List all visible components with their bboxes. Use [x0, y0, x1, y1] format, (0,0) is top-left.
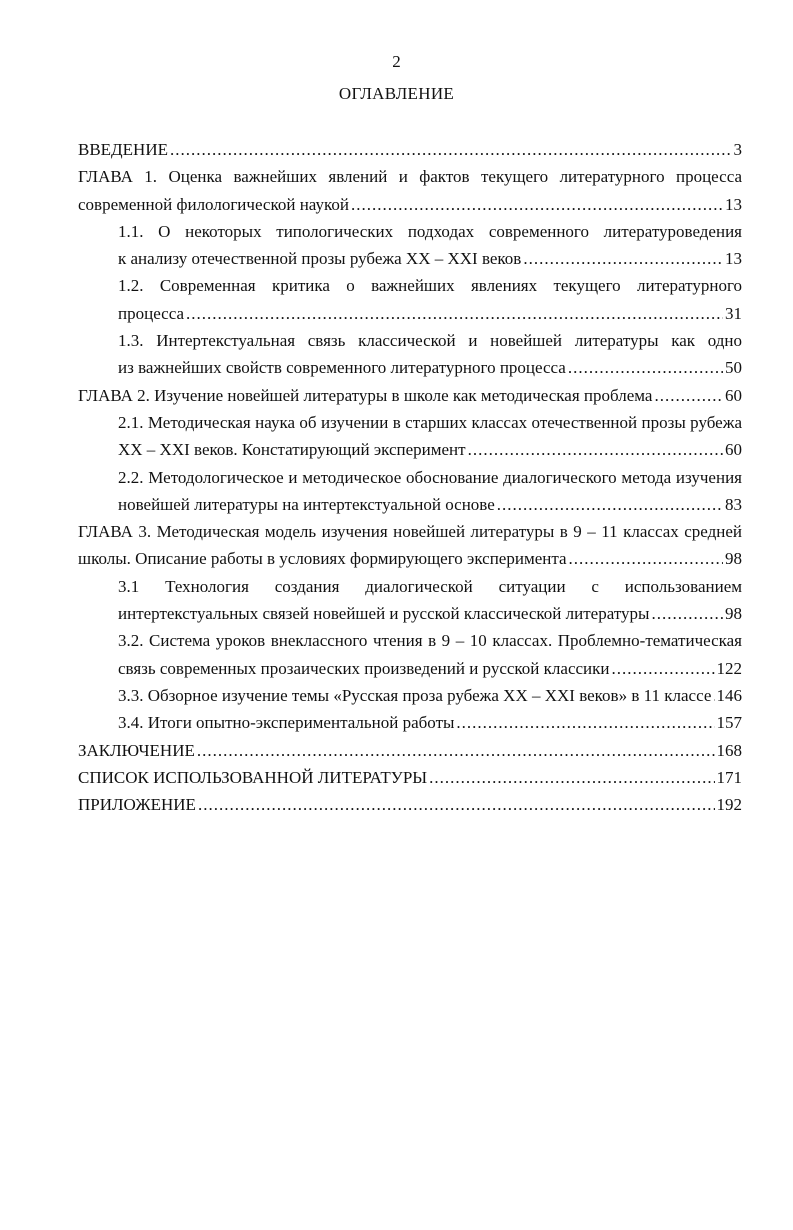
toc-entry: [78, 464, 742, 519]
toc-entry: [78, 627, 742, 682]
toc-entry: [78, 327, 742, 382]
toc-line-text: ГЛАВА 1. Оценка важнейших явлений и фактов текущего литературного процесса: [78, 167, 742, 187]
dot-leader: [523, 245, 723, 272]
toc-line-text: СПИСОК ИСПОЛЬЗОВАННОЙ ЛИТЕРАТУРЫ: [78, 767, 428, 787]
toc-line-text: ГЛАВА 2. Изучение новейшей литературы в школе как методическая проблема: [78, 385, 653, 405]
toc-line-text: 1.1. О некоторых типологических подходах современного литературоведения: [118, 221, 742, 241]
toc-page-number: 171: [716, 767, 742, 787]
toc-page-number: 98: [725, 604, 742, 624]
toc-entry: [78, 682, 742, 709]
toc-entry: [78, 737, 742, 764]
toc-line: [78, 382, 742, 409]
dot-leader: [429, 764, 714, 791]
toc-line: [78, 436, 742, 463]
page-title: ОГЛАВЛЕНИЕ: [338, 84, 455, 103]
toc-page-number: 60: [725, 440, 742, 460]
toc-line: [78, 191, 742, 218]
toc-entry: [78, 518, 742, 573]
toc-line-text: школы. Описание работы в условиях формирующего эксперимента: [78, 549, 567, 569]
toc-entry: [78, 764, 742, 791]
toc-page-number: 146: [716, 685, 742, 705]
toc-page-number: 122: [716, 658, 742, 678]
dot-leader: [198, 791, 715, 818]
toc-page-number: 50: [725, 358, 742, 378]
toc-line-text: ВВЕДЕНИЕ: [78, 140, 168, 159]
toc-line: [78, 737, 742, 764]
dot-leader: [497, 491, 723, 518]
toc-line-text: 1.2. Современная критика о важнейших явлениях текущего литературного: [118, 276, 742, 296]
dot-leader: [612, 655, 715, 682]
toc-page-number: 192: [716, 795, 742, 815]
toc-entry: [78, 382, 742, 409]
toc-entry: [78, 709, 742, 736]
toc-entry: [78, 272, 742, 327]
toc-page-number: 98: [725, 549, 742, 569]
dot-leader: [568, 354, 723, 381]
dot-leader: [468, 436, 723, 463]
toc-line-text: 2.1. Методическая наука об изучении в старших классах отечественной прозы рубежа: [118, 412, 742, 432]
toc-page-number: 3: [733, 140, 742, 159]
toc-entry: [78, 163, 742, 218]
dot-leader: [186, 300, 723, 327]
dot-leader: [351, 191, 723, 218]
dot-leader: [569, 545, 723, 572]
toc-line: [78, 136, 742, 163]
toc-line: [78, 655, 742, 682]
toc-line: [78, 245, 742, 272]
toc-line-text: 3.2. Система уроков внеклассного чтения в 9 – 10 классах. Проблемно-тематическая: [118, 631, 742, 651]
toc-line-text: процесса: [118, 303, 185, 323]
toc-line: [78, 764, 742, 791]
toc-entry: [78, 791, 742, 818]
dot-leader: [654, 382, 723, 409]
toc-line-text: к анализу отечественной прозы рубежа XX – XXI веков: [118, 249, 522, 269]
toc-line-text: ЗАКЛЮЧЕНИЕ: [78, 740, 195, 760]
toc-page-number: 157: [716, 713, 742, 733]
table-of-contents: [78, 136, 742, 818]
dot-leader: [197, 737, 715, 764]
toc-line-text: 3.3. Обзорное изучение темы «Русская проза рубежа XX – XXI веков» в 11 классе: [118, 685, 712, 705]
toc-line-text: современной филологической наукой: [78, 194, 349, 214]
toc-line-text: 3.1 Технология создания диалогической ситуации с использованием: [118, 576, 742, 596]
toc-line: [78, 491, 742, 518]
toc-line-text: интертекстуальных связей новейшей и русской классической литературы: [118, 604, 650, 624]
dot-leader: [713, 682, 714, 709]
toc-line-text: ПРИЛОЖЕНИЕ: [78, 795, 196, 815]
toc-page-number: 13: [725, 249, 742, 269]
toc-page-number: 31: [725, 303, 742, 323]
toc-page-number: 83: [725, 494, 742, 514]
toc-line: [78, 354, 742, 381]
toc-line-text: 1.3. Интертекстуальная связь классической и новейшей литературы как одно: [118, 331, 742, 351]
toc-line-text: связь современных прозаических произведений и русской классики: [118, 658, 610, 678]
toc-line: [78, 545, 742, 572]
toc-page-number: 13: [725, 194, 742, 214]
toc-line: [78, 600, 742, 627]
dot-leader: [170, 136, 732, 163]
dot-leader: [651, 600, 723, 627]
toc-entry: [78, 573, 742, 628]
toc-line: [78, 682, 742, 709]
toc-line: [78, 791, 742, 818]
toc-page-number: 168: [716, 740, 742, 760]
toc-entry: [78, 136, 742, 163]
toc-line-text: XX – XXI веков. Констатирующий эксперимент: [118, 440, 466, 460]
toc-page-number: 60: [725, 385, 742, 405]
toc-line-text: из важнейших свойств современного литературного процесса: [118, 358, 566, 378]
toc-entry: [78, 409, 742, 464]
toc-line: [78, 300, 742, 327]
toc-line-text: 2.2. Методологическое и методическое обоснование диалогического метода изучения: [118, 467, 742, 487]
page-number: 2: [392, 52, 401, 71]
toc-line: [78, 709, 742, 736]
toc-line-text: ГЛАВА 3. Методическая модель изучения новейшей литературы в 9 – 11 классах средней: [78, 522, 742, 542]
toc-line-text: 3.4. Итоги опытно-экспериментальной работы: [118, 713, 455, 733]
toc-entry: [78, 218, 742, 273]
toc-line-text: новейшей литературы на интертекстуальной основе: [118, 494, 495, 514]
dot-leader: [456, 709, 714, 736]
